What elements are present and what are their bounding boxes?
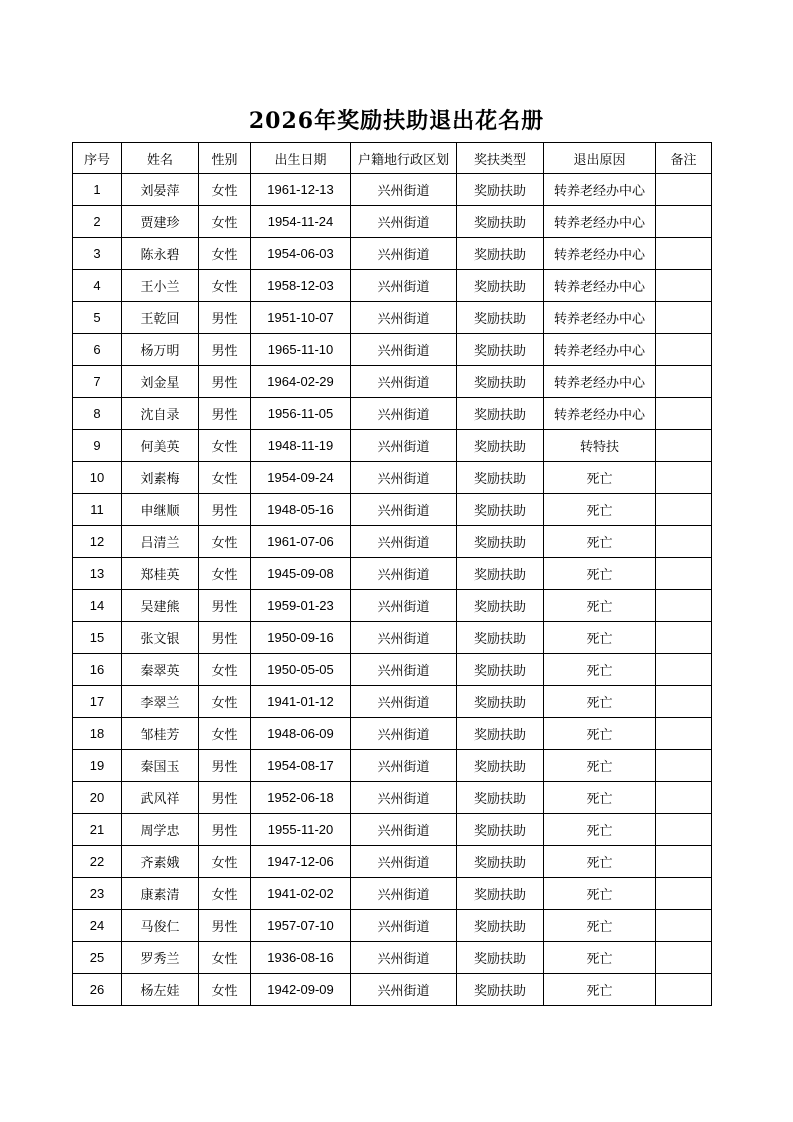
table-body — [73, 174, 712, 1006]
cell-aid-type: 奖励扶助 — [457, 718, 544, 750]
cell-remarks — [656, 430, 712, 462]
cell-gender: 男性 — [199, 494, 251, 526]
cell-index: 12 — [73, 526, 122, 558]
cell-name: 张文银 — [122, 622, 199, 654]
cell-name: 申继顺 — [122, 494, 199, 526]
table-header-row — [73, 143, 712, 174]
cell-aid-type: 奖励扶助 — [457, 302, 544, 334]
cell-birthdate: 1955-11-20 — [251, 814, 351, 846]
cell-remarks — [656, 494, 712, 526]
cell-gender: 男性 — [199, 750, 251, 782]
cell-gender: 男性 — [199, 814, 251, 846]
cell-name: 周学忠 — [122, 814, 199, 846]
cell-aid-type: 奖励扶助 — [457, 206, 544, 238]
cell-gender: 女性 — [199, 654, 251, 686]
cell-index: 8 — [73, 398, 122, 430]
cell-gender: 女性 — [199, 206, 251, 238]
cell-name: 秦翠英 — [122, 654, 199, 686]
cell-exit-reason: 死亡 — [544, 846, 656, 878]
cell-gender: 男性 — [199, 302, 251, 334]
cell-remarks — [656, 654, 712, 686]
cell-exit-reason: 转养老经办中心 — [544, 398, 656, 430]
table-row — [73, 750, 712, 782]
table-row — [73, 622, 712, 654]
cell-index: 5 — [73, 302, 122, 334]
cell-region: 兴州街道 — [351, 558, 457, 590]
cell-birthdate: 1964-02-29 — [251, 366, 351, 398]
cell-name: 秦国玉 — [122, 750, 199, 782]
header-birthdate: 出生日期 — [251, 143, 351, 174]
cell-aid-type: 奖励扶助 — [457, 782, 544, 814]
cell-remarks — [656, 878, 712, 910]
table-row — [73, 718, 712, 750]
cell-aid-type: 奖励扶助 — [457, 622, 544, 654]
table-row — [73, 814, 712, 846]
cell-exit-reason: 死亡 — [544, 526, 656, 558]
header-index: 序号 — [73, 143, 122, 174]
cell-name: 刘金星 — [122, 366, 199, 398]
cell-aid-type: 奖励扶助 — [457, 462, 544, 494]
cell-region: 兴州街道 — [351, 686, 457, 718]
cell-exit-reason: 转养老经办中心 — [544, 174, 656, 206]
cell-index: 17 — [73, 686, 122, 718]
cell-birthdate: 1945-09-08 — [251, 558, 351, 590]
cell-remarks — [656, 782, 712, 814]
cell-remarks — [656, 942, 712, 974]
cell-aid-type: 奖励扶助 — [457, 910, 544, 942]
cell-gender: 女性 — [199, 526, 251, 558]
cell-birthdate: 1957-07-10 — [251, 910, 351, 942]
cell-region: 兴州街道 — [351, 430, 457, 462]
cell-region: 兴州街道 — [351, 782, 457, 814]
table-row — [73, 366, 712, 398]
cell-region: 兴州街道 — [351, 334, 457, 366]
table-row — [73, 270, 712, 302]
cell-exit-reason: 死亡 — [544, 558, 656, 590]
cell-region: 兴州街道 — [351, 590, 457, 622]
cell-remarks — [656, 174, 712, 206]
cell-name: 康素清 — [122, 878, 199, 910]
cell-gender: 女性 — [199, 430, 251, 462]
cell-birthdate: 1948-05-16 — [251, 494, 351, 526]
cell-region: 兴州街道 — [351, 654, 457, 686]
cell-birthdate: 1948-11-19 — [251, 430, 351, 462]
cell-name: 陈永碧 — [122, 238, 199, 270]
cell-index: 2 — [73, 206, 122, 238]
cell-exit-reason: 死亡 — [544, 750, 656, 782]
cell-index: 11 — [73, 494, 122, 526]
cell-name: 何美英 — [122, 430, 199, 462]
cell-index: 24 — [73, 910, 122, 942]
cell-region: 兴州街道 — [351, 270, 457, 302]
cell-birthdate: 1959-01-23 — [251, 590, 351, 622]
cell-aid-type: 奖励扶助 — [457, 750, 544, 782]
cell-region: 兴州街道 — [351, 622, 457, 654]
cell-exit-reason: 死亡 — [544, 462, 656, 494]
cell-name: 马俊仁 — [122, 910, 199, 942]
cell-remarks — [656, 622, 712, 654]
cell-gender: 男性 — [199, 334, 251, 366]
table-row — [73, 942, 712, 974]
cell-name: 刘晏萍 — [122, 174, 199, 206]
cell-aid-type: 奖励扶助 — [457, 942, 544, 974]
cell-index: 4 — [73, 270, 122, 302]
cell-birthdate: 1954-11-24 — [251, 206, 351, 238]
cell-name: 李翠兰 — [122, 686, 199, 718]
table-row — [73, 206, 712, 238]
cell-aid-type: 奖励扶助 — [457, 558, 544, 590]
header-name: 姓名 — [122, 143, 199, 174]
cell-birthdate: 1961-12-13 — [251, 174, 351, 206]
cell-birthdate: 1942-09-09 — [251, 974, 351, 1006]
cell-name: 刘素梅 — [122, 462, 199, 494]
cell-exit-reason: 死亡 — [544, 718, 656, 750]
cell-remarks — [656, 846, 712, 878]
cell-exit-reason: 死亡 — [544, 686, 656, 718]
cell-birthdate: 1954-08-17 — [251, 750, 351, 782]
cell-name: 吕清兰 — [122, 526, 199, 558]
cell-birthdate: 1948-06-09 — [251, 718, 351, 750]
cell-birthdate: 1941-02-02 — [251, 878, 351, 910]
cell-gender: 男性 — [199, 782, 251, 814]
cell-exit-reason: 转养老经办中心 — [544, 206, 656, 238]
cell-region: 兴州街道 — [351, 462, 457, 494]
table-row — [73, 910, 712, 942]
cell-remarks — [656, 526, 712, 558]
cell-gender: 男性 — [199, 366, 251, 398]
cell-region: 兴州街道 — [351, 302, 457, 334]
table-row — [73, 430, 712, 462]
table-row — [73, 558, 712, 590]
cell-aid-type: 奖励扶助 — [457, 270, 544, 302]
header-aid-type: 奖扶类型 — [457, 143, 544, 174]
header-region: 户籍地行政区划 — [351, 143, 457, 174]
header-exit-reason: 退出原因 — [544, 143, 656, 174]
cell-name: 杨万明 — [122, 334, 199, 366]
cell-index: 18 — [73, 718, 122, 750]
cell-remarks — [656, 302, 712, 334]
cell-exit-reason: 转养老经办中心 — [544, 270, 656, 302]
cell-aid-type: 奖励扶助 — [457, 846, 544, 878]
cell-exit-reason: 死亡 — [544, 878, 656, 910]
table-row — [73, 462, 712, 494]
cell-birthdate: 1961-07-06 — [251, 526, 351, 558]
header-remarks: 备注 — [656, 143, 712, 174]
cell-gender: 女性 — [199, 942, 251, 974]
table-row — [73, 590, 712, 622]
table-row — [73, 846, 712, 878]
cell-birthdate: 1954-09-24 — [251, 462, 351, 494]
table-row — [73, 334, 712, 366]
cell-name: 齐素娥 — [122, 846, 199, 878]
cell-aid-type: 奖励扶助 — [457, 590, 544, 622]
table-row — [73, 974, 712, 1006]
cell-aid-type: 奖励扶助 — [457, 238, 544, 270]
cell-region: 兴州街道 — [351, 494, 457, 526]
cell-index: 22 — [73, 846, 122, 878]
cell-exit-reason: 死亡 — [544, 974, 656, 1006]
cell-name: 沈自录 — [122, 398, 199, 430]
cell-birthdate: 1956-11-05 — [251, 398, 351, 430]
cell-birthdate: 1941-01-12 — [251, 686, 351, 718]
cell-index: 26 — [73, 974, 122, 1006]
cell-exit-reason: 死亡 — [544, 590, 656, 622]
cell-remarks — [656, 974, 712, 1006]
cell-gender: 男性 — [199, 398, 251, 430]
cell-index: 10 — [73, 462, 122, 494]
table-row — [73, 174, 712, 206]
cell-remarks — [656, 398, 712, 430]
cell-name: 杨左娃 — [122, 974, 199, 1006]
cell-gender: 女性 — [199, 686, 251, 718]
cell-birthdate: 1950-09-16 — [251, 622, 351, 654]
cell-birthdate: 1936-08-16 — [251, 942, 351, 974]
cell-aid-type: 奖励扶助 — [457, 174, 544, 206]
cell-birthdate: 1950-05-05 — [251, 654, 351, 686]
cell-remarks — [656, 462, 712, 494]
cell-exit-reason: 死亡 — [544, 910, 656, 942]
cell-birthdate: 1954-06-03 — [251, 238, 351, 270]
cell-gender: 女性 — [199, 174, 251, 206]
cell-name: 罗秀兰 — [122, 942, 199, 974]
table-row — [73, 782, 712, 814]
cell-aid-type: 奖励扶助 — [457, 878, 544, 910]
cell-index: 20 — [73, 782, 122, 814]
cell-name: 郑桂英 — [122, 558, 199, 590]
cell-remarks — [656, 718, 712, 750]
cell-birthdate: 1965-11-10 — [251, 334, 351, 366]
cell-remarks — [656, 270, 712, 302]
cell-remarks — [656, 366, 712, 398]
cell-index: 7 — [73, 366, 122, 398]
cell-exit-reason: 转特扶 — [544, 430, 656, 462]
cell-exit-reason: 转养老经办中心 — [544, 334, 656, 366]
cell-name: 贾建珍 — [122, 206, 199, 238]
cell-index: 1 — [73, 174, 122, 206]
cell-region: 兴州街道 — [351, 206, 457, 238]
cell-birthdate: 1951-10-07 — [251, 302, 351, 334]
cell-gender: 女性 — [199, 878, 251, 910]
cell-region: 兴州街道 — [351, 974, 457, 1006]
cell-birthdate: 1958-12-03 — [251, 270, 351, 302]
cell-exit-reason: 转养老经办中心 — [544, 302, 656, 334]
cell-name: 王小兰 — [122, 270, 199, 302]
cell-aid-type: 奖励扶助 — [457, 654, 544, 686]
cell-region: 兴州街道 — [351, 398, 457, 430]
cell-aid-type: 奖励扶助 — [457, 366, 544, 398]
cell-region: 兴州街道 — [351, 846, 457, 878]
table-row — [73, 686, 712, 718]
cell-region: 兴州街道 — [351, 750, 457, 782]
cell-region: 兴州街道 — [351, 942, 457, 974]
cell-remarks — [656, 814, 712, 846]
cell-region: 兴州街道 — [351, 814, 457, 846]
cell-index: 14 — [73, 590, 122, 622]
table-row — [73, 302, 712, 334]
cell-remarks — [656, 238, 712, 270]
cell-index: 21 — [73, 814, 122, 846]
table-row — [73, 238, 712, 270]
cell-exit-reason: 转养老经办中心 — [544, 238, 656, 270]
table-row — [73, 654, 712, 686]
cell-index: 3 — [73, 238, 122, 270]
table-row — [73, 878, 712, 910]
cell-index: 16 — [73, 654, 122, 686]
header-gender: 性别 — [199, 143, 251, 174]
cell-exit-reason: 死亡 — [544, 622, 656, 654]
cell-aid-type: 奖励扶助 — [457, 494, 544, 526]
cell-gender: 女性 — [199, 462, 251, 494]
cell-birthdate: 1947-12-06 — [251, 846, 351, 878]
table-row — [73, 398, 712, 430]
cell-gender: 男性 — [199, 622, 251, 654]
cell-exit-reason: 死亡 — [544, 654, 656, 686]
cell-index: 23 — [73, 878, 122, 910]
cell-remarks — [656, 590, 712, 622]
cell-aid-type: 奖励扶助 — [457, 686, 544, 718]
cell-gender: 男性 — [199, 910, 251, 942]
cell-index: 25 — [73, 942, 122, 974]
cell-remarks — [656, 686, 712, 718]
cell-region: 兴州街道 — [351, 526, 457, 558]
cell-remarks — [656, 334, 712, 366]
cell-exit-reason: 死亡 — [544, 494, 656, 526]
cell-aid-type: 奖励扶助 — [457, 974, 544, 1006]
cell-index: 19 — [73, 750, 122, 782]
cell-index: 6 — [73, 334, 122, 366]
cell-index: 9 — [73, 430, 122, 462]
cell-gender: 女性 — [199, 238, 251, 270]
cell-region: 兴州街道 — [351, 238, 457, 270]
table-row — [73, 526, 712, 558]
cell-aid-type: 奖励扶助 — [457, 430, 544, 462]
cell-birthdate: 1952-06-18 — [251, 782, 351, 814]
cell-gender: 女性 — [199, 558, 251, 590]
cell-region: 兴州街道 — [351, 174, 457, 206]
cell-remarks — [656, 910, 712, 942]
cell-exit-reason: 死亡 — [544, 942, 656, 974]
cell-gender: 女性 — [199, 270, 251, 302]
cell-name: 王乾回 — [122, 302, 199, 334]
cell-name: 吴建熊 — [122, 590, 199, 622]
cell-aid-type: 奖励扶助 — [457, 814, 544, 846]
cell-aid-type: 奖励扶助 — [457, 398, 544, 430]
cell-gender: 女性 — [199, 974, 251, 1006]
cell-exit-reason: 转养老经办中心 — [544, 366, 656, 398]
cell-region: 兴州街道 — [351, 366, 457, 398]
cell-name: 邹桂芳 — [122, 718, 199, 750]
cell-gender: 男性 — [199, 590, 251, 622]
roster-table — [72, 142, 712, 1006]
cell-remarks — [656, 206, 712, 238]
cell-name: 武风祥 — [122, 782, 199, 814]
cell-exit-reason: 死亡 — [544, 782, 656, 814]
cell-gender: 女性 — [199, 718, 251, 750]
cell-region: 兴州街道 — [351, 718, 457, 750]
cell-remarks — [656, 750, 712, 782]
table-row — [73, 494, 712, 526]
cell-index: 13 — [73, 558, 122, 590]
cell-exit-reason: 死亡 — [544, 814, 656, 846]
cell-region: 兴州街道 — [351, 910, 457, 942]
cell-remarks — [656, 558, 712, 590]
cell-aid-type: 奖励扶助 — [457, 526, 544, 558]
cell-aid-type: 奖励扶助 — [457, 334, 544, 366]
cell-gender: 女性 — [199, 846, 251, 878]
cell-region: 兴州街道 — [351, 878, 457, 910]
page-title: 2026年奖励扶助退出花名册 — [248, 108, 545, 134]
cell-index: 15 — [73, 622, 122, 654]
